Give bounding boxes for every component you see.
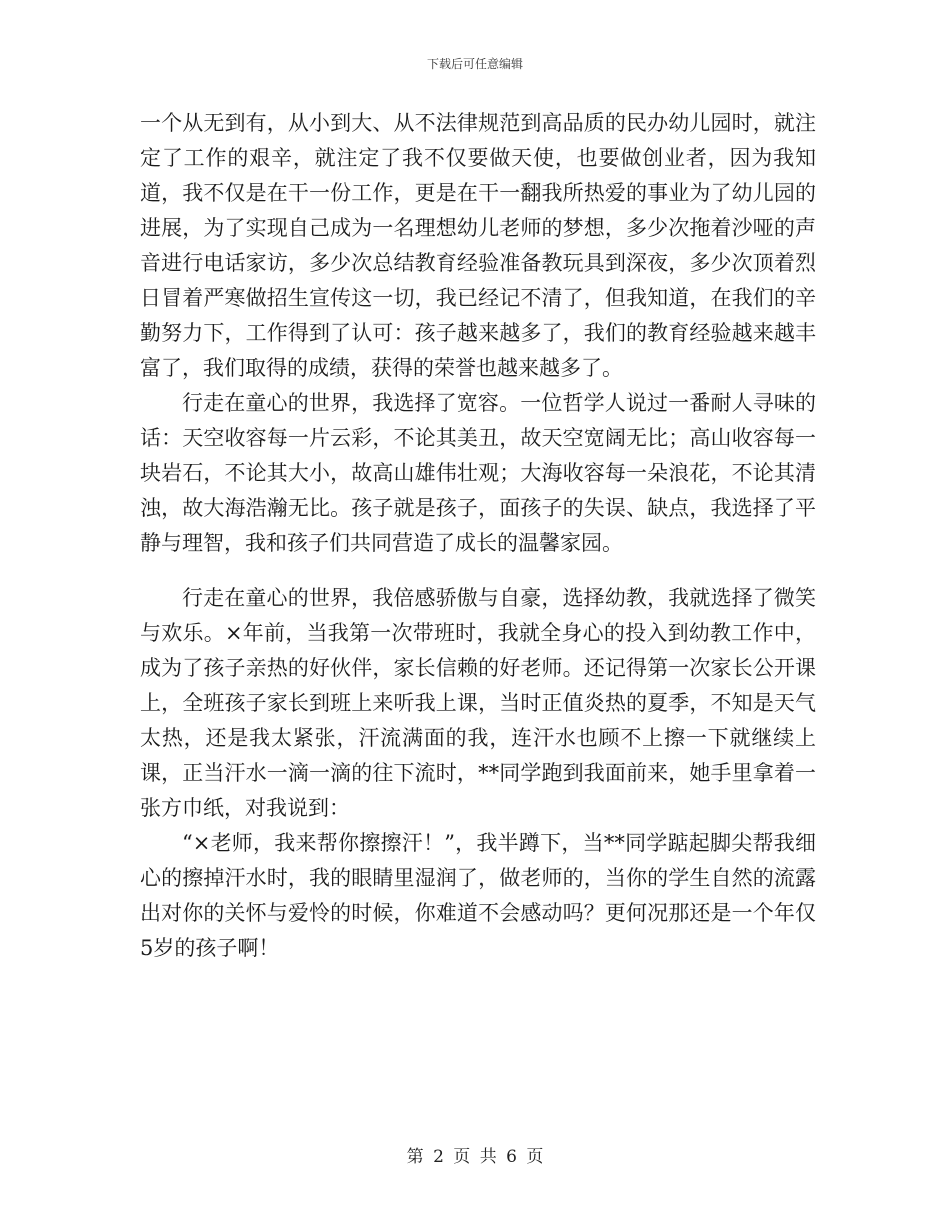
paragraph-4: “×老师，我来帮你擦擦汗！”，我半蹲下，当**同学踮起脚尖帮我细心的擦掉汗水时，我的眼睛里湿润了，做老师的，当你的学生自然的流露出对你的关怀与爱怜的时候，你难道不会感动吗？更何况那还是一个年仅5岁的孩子啊！ bbox=[140, 831, 816, 960]
page-number: 第 2 页 共 6 页 bbox=[406, 1147, 544, 1167]
document-body bbox=[140, 106, 816, 966]
paragraph-1: 一个从无到有，从小到大、从不法律规范到高品质的民办幼儿园时，就注定了工作的艰辛，就注定了我不仅要做天使，也要做创业者，因为我知道，我不仅是在干一份工作，更是在干一翻我所热爱的事业为了幼儿园的进展，为了实现自己成为一名理想幼儿老师的梦想，多少次拖着沙哑的声音进行电话家访，多少次总结教育经验准备教玩具到深夜，多少次顶着烈日冒着严寒做招生宣传这一切，我已经记不清了，但我知道，在我们的辛勤努力下，工作得到了认可：孩子越来越多了，我们的教育经验越来越丰富了，我们取得的成绩，获得的荣誉也越来越多了。 bbox=[140, 111, 816, 380]
header-note: 下载后可任意编辑 bbox=[426, 57, 523, 71]
paragraph-3: 行走在童心的世界，我倍感骄傲与自豪，选择幼教，我就选择了微笑与欢乐。×年前，当我第一次带班时，我就全身心的投入到幼教工作中，成为了孩子亲热的好伙伴，家长信赖的好老师。还记得第一次家长公开课上，全班孩子家长到班上来听我上课，当时正值炎热的夏季，不知是天气太热，还是我太紧张，汗流满面的我，连汗水也顾不上擦一下就继续上课，正当汗水一滴一滴的往下流时，**同学跑到我面前来，她手里拿着一张方巾纸，对我说到： bbox=[140, 586, 816, 820]
paragraph-2: 行走在童心的世界，我选择了宽容。一位哲学人说过一番耐人寻味的话：天空收容每一片云彩，不论其美丑，故天空宽阔无比；高山收容每一块岩石，不论其大小，故高山雄伟壮观；大海收容每一朵浪花，不论其清浊，故大海浩瀚无比。孩子就是孩子，面孩子的失误、缺点，我选择了平静与理智，我和孩子们共同营造了成长的温馨家园。 bbox=[140, 391, 816, 555]
